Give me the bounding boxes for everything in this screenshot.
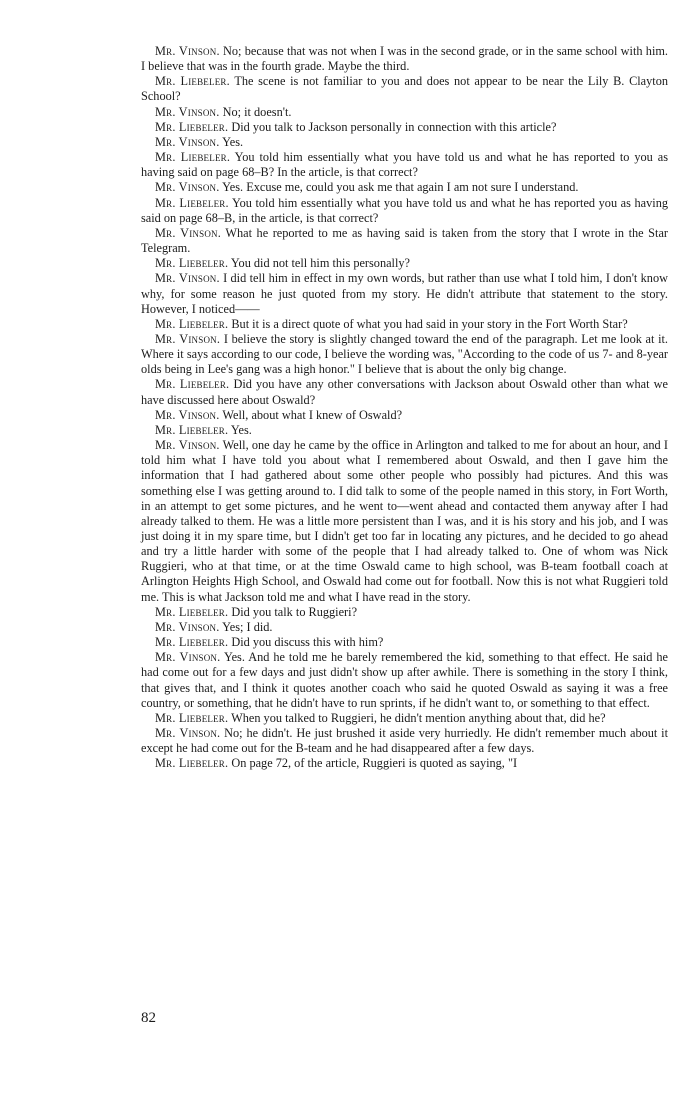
speech-text: Well, one day he came by the office in Arlington and talked to me for about an hour, and I told him what I have told you about what I remembered about Oswald, and then I gave him the information that I had gathered about some other people who possibly had pictures. And this was something else I was getting around to. I did talk to some of the people named in this story, in Fort Worth, in an attempt to get some pictures, and he went to—went ahead and contacted them anyway after I had already talked to them. He was a little more persistent than I was, and it is his story and his job, and I was just doing it in my spare time, but I didn't get too far in locating any pictures, and he decided to go ahead and try a little harder with some of the people that I had already talked to. One of whom was Nick Ruggieri, who at that time, or at the time Oswald came to high school, was B-team football coach at Arlington Heights High School, and Oswald had come out for football. Now this is not what Ruggieri told me. This is what Jackson told me and what I have read in the story. <box>141 438 668 604</box>
testimony-paragraph <box>141 44 668 74</box>
speech-text: When you talked to Ruggieri, he didn't mention anything about that, did he? <box>231 710 606 725</box>
speech-text: Yes. Excuse me, could you ask me that again I am not sure I understand. <box>222 180 579 195</box>
speaker-name: Mr. Vinson. <box>155 180 220 195</box>
speech-text: Did you have any other conversations with Jackson about Oswald other than what we have discussed here about Oswald? <box>141 377 669 407</box>
speaker-name: Mr. Vinson. <box>155 225 222 240</box>
testimony-paragraph <box>141 226 668 256</box>
testimony-paragraph <box>141 711 668 726</box>
testimony-paragraph <box>141 74 668 104</box>
testimony-paragraph <box>141 150 668 180</box>
speaker-name: Mr. Liebeler. <box>155 422 229 437</box>
testimony-paragraph <box>141 650 668 711</box>
speech-text: Yes; I did. <box>222 619 273 634</box>
speaker-name: Mr. Vinson. <box>155 134 220 149</box>
testimony-paragraph <box>141 256 668 271</box>
testimony-paragraph <box>141 332 668 377</box>
testimony-paragraph <box>141 271 668 316</box>
speech-text: Did you talk to Ruggieri? <box>231 604 358 619</box>
testimony-paragraph <box>141 120 668 135</box>
speaker-name: Mr. Vinson. <box>155 438 220 453</box>
testimony-paragraph <box>141 756 668 771</box>
speaker-name: Mr. Liebeler. <box>155 195 229 210</box>
speaker-name: Mr. Liebeler. <box>155 316 229 331</box>
speaker-name: Mr. Vinson. <box>155 650 221 665</box>
testimony-paragraph <box>141 726 668 756</box>
speech-text: No; it doesn't. <box>222 104 292 119</box>
speech-text: I did tell him in effect in my own words, but rather than use what I told him, I don't know why, for some reason he just quoted from my story. He didn't attribute that statement to the story. However, I noticed—— <box>141 271 668 316</box>
speaker-name: Mr. Vinson. <box>155 44 220 58</box>
speaker-name: Mr. Liebeler. <box>155 756 229 771</box>
speech-text: You told him essentially what you have told us and what he has reported to you as having said on page 68–B? In the article, is that correct? <box>141 150 668 180</box>
speech-text: No; because that was not when I was in the second grade, or in the same school with him. I believe that was in the fourth grade. Maybe the third. <box>141 44 668 74</box>
speaker-name: Mr. Vinson. <box>155 104 220 119</box>
speech-text: You did not tell him this personally? <box>230 256 410 271</box>
speaker-name: Mr. Vinson. <box>155 407 220 422</box>
speech-text: Yes. <box>222 134 244 149</box>
speaker-name: Mr. Liebeler. <box>155 635 229 650</box>
speech-text: I believe the story is slightly changed toward the end of the paragraph. Let me look at it. Where it says according to our code, I believe the wording was, "According to the code of us 7- and 8-year olds being in Lee's gang was a high honor." I believe that is about the only big change. <box>141 331 668 377</box>
speaker-name: Mr. Vinson. <box>155 331 221 346</box>
testimony-paragraph <box>141 605 668 620</box>
speech-text: The scene is not familiar to you and does not appear to be near the Lily B. Clayton School? <box>141 74 669 104</box>
speech-text: Yes. <box>230 422 252 437</box>
speaker-name: Mr. Vinson. <box>155 271 220 286</box>
speech-text: What he reported to me as having said is taken from the story that I wrote in the Star Telegram. <box>141 225 668 256</box>
page-number: 82 <box>141 1010 156 1026</box>
testimony-paragraph <box>141 317 668 332</box>
speech-text: Well, about what I knew of Oswald? <box>222 407 403 422</box>
testimony-paragraph <box>141 377 668 407</box>
speech-text: You told him essentially what you have told us and what he has reported you as having said on page 68–B, in the article, is that correct? <box>141 195 668 225</box>
speaker-name: Mr. Liebeler. <box>155 604 229 619</box>
speaker-name: Mr. Liebeler. <box>155 119 229 134</box>
speech-text: Did you talk to Jackson personally in connection with this article? <box>231 119 557 134</box>
testimony-text <box>141 44 668 772</box>
testimony-paragraph <box>141 135 668 150</box>
testimony-paragraph <box>141 408 668 423</box>
speech-text: But it is a direct quote of what you had said in your story in the Fort Worth Star? <box>231 316 628 331</box>
testimony-paragraph <box>141 438 668 605</box>
speaker-name: Mr. Vinson. <box>155 726 221 741</box>
speaker-name: Mr. Liebeler. <box>155 150 231 165</box>
testimony-paragraph <box>141 423 668 438</box>
testimony-paragraph <box>141 196 668 226</box>
speaker-name: Mr. Liebeler. <box>155 377 230 392</box>
speaker-name: Mr. Vinson. <box>155 619 220 634</box>
document-page <box>141 44 668 772</box>
testimony-paragraph <box>141 620 668 635</box>
speaker-name: Mr. Liebeler. <box>155 710 229 725</box>
testimony-paragraph <box>141 635 668 650</box>
speaker-name: Mr. Liebeler. <box>155 74 230 89</box>
speech-text: On page 72, of the article, Ruggieri is quoted as saying, "I <box>231 756 518 771</box>
speech-text: Yes. And he told me he barely remembered the kid, something to that effect. He said he had come out for a few days and just didn't show up after awhile. There is something in the story I think, that gives that, and I think it quotes another coach who said he quoted Oswald as saying it was a free country, or something, that he didn't have to run sprints, if he didn't want to, or something to that effect. <box>141 650 668 710</box>
testimony-paragraph <box>141 105 668 120</box>
speaker-name: Mr. Liebeler. <box>155 256 229 271</box>
speech-text: No; he didn't. He just brushed it aside very hurriedly. He didn't remember much about it except he had come out for the B-team and he had disappeared after a few days. <box>141 726 668 756</box>
speech-text: Did you discuss this with him? <box>231 635 384 650</box>
testimony-paragraph <box>141 180 668 195</box>
